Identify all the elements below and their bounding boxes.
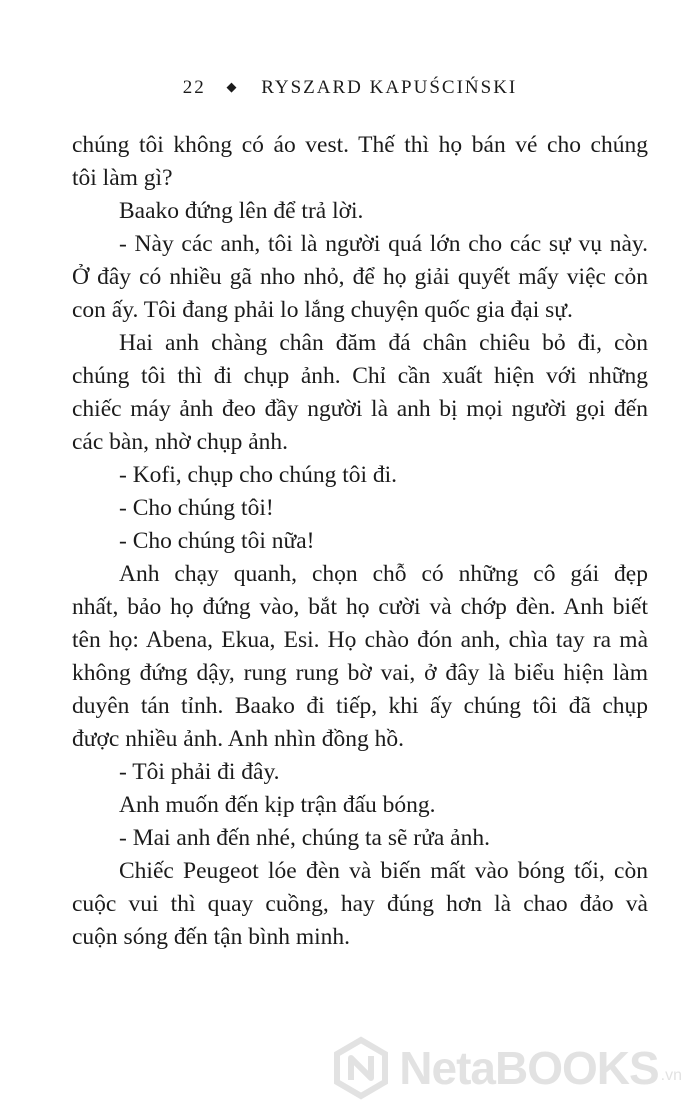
text-line: chiếc máy ảnh đeo đầy người là anh bị mọi người gọi đến [72, 396, 648, 422]
text-line: - Mai anh đến nhé, chúng ta sẽ rửa ảnh. [119, 825, 490, 851]
text-line: - Cho chúng tôi! [119, 495, 274, 521]
text-line: - Này các anh, tôi là người quá lớn cho các sự vụ này. [119, 231, 648, 257]
text-line: tên họ: Abena, Ekua, Esi. Họ chào đón anh, chìa tay ra mà [72, 627, 648, 653]
text-line: Hai anh chàng chân đăm đá chân chiêu bỏ đi, còn [119, 330, 648, 356]
diamond-separator-icon: ◆ [226, 79, 239, 94]
text-line: các bàn, nhờ chụp ảnh. [72, 429, 289, 455]
text-line: - Cho chúng tôi nữa! [119, 528, 315, 554]
text-line: duyên tán tỉnh. Baako đi tiếp, khi ấy chúng tôi đã chụp [72, 693, 648, 719]
text-line: - Kofi, chụp cho chúng tôi đi. [119, 462, 398, 488]
page-number: 22 [182, 77, 206, 98]
netabooks-logo-icon [329, 1036, 393, 1100]
text-line: cuộn sóng đến tận bình minh. [72, 924, 351, 950]
text-line: không đứng dậy, rung rung bờ vai, ở đây là biểu hiện làm [72, 660, 648, 686]
watermark-tld: .vn [660, 1067, 682, 1084]
book-page-body [72, 129, 648, 954]
text-line: Baako đứng lên để trả lời. [119, 198, 364, 224]
watermark [329, 1023, 682, 1113]
text-line: cuộc vui thì quay cuồng, hay đúng hơn là chao đảo và [72, 891, 648, 917]
text-line: tôi làm gì? [72, 165, 173, 191]
text-line: chúng tôi thì đi chụp ảnh. Chỉ cần xuất hiện với những [72, 363, 648, 389]
text-line: - Tôi phải đi đây. [119, 759, 280, 785]
text-line: con ấy. Tôi đang phải lo lắng chuyện quốc gia đại sự. [72, 297, 573, 323]
text-line: nhất, bảo họ đứng vào, bắt họ cười và chớp đèn. Anh biết [72, 594, 648, 620]
watermark-text: NetaBOOKS [399, 1042, 659, 1094]
text-line: được nhiều ảnh. Anh nhìn đồng hồ. [72, 726, 404, 752]
text-line: Anh muốn đến kịp trận đấu bóng. [119, 792, 436, 818]
author-name: RYSZARD KAPUŚCIŃSKI [261, 77, 518, 98]
text-line: Anh chạy quanh, chọn chỗ có những cô gái đẹp [119, 561, 648, 587]
running-header [0, 73, 700, 102]
text-line: Ở đây có nhiều gã nho nhỏ, để họ giải quyết mấy việc cỏn [72, 264, 648, 290]
text-line: chúng tôi không có áo vest. Thế thì họ bán vé cho chúng [72, 132, 648, 158]
text-line: Chiếc Peugeot lóe đèn và biến mất vào bóng tối, còn [119, 858, 648, 884]
